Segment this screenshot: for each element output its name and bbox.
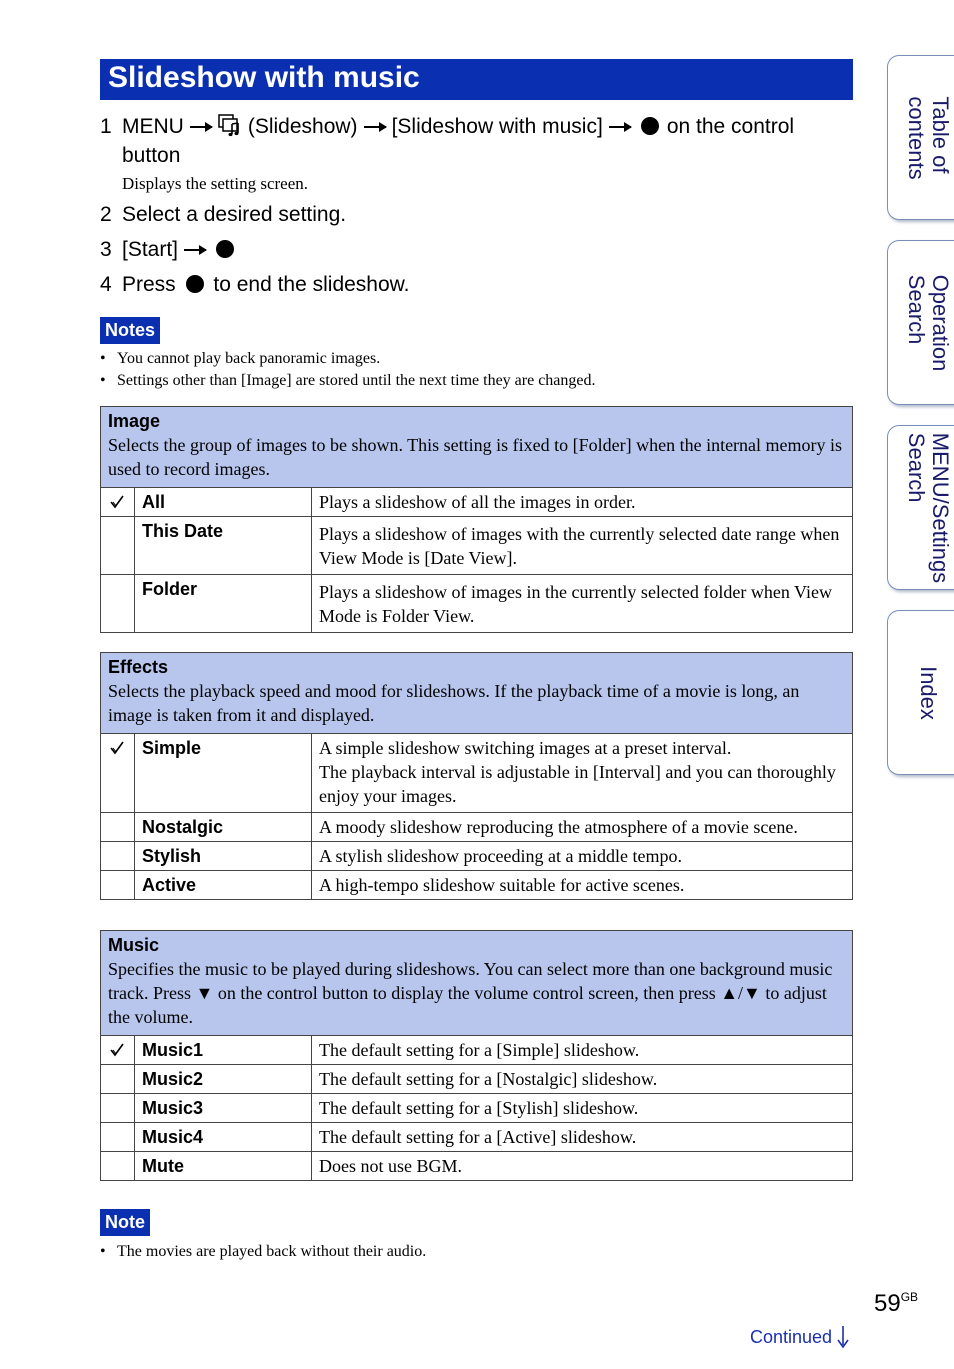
step-text: [Slideshow with music] <box>391 115 603 138</box>
table-row <box>101 575 852 632</box>
option-description: A moody slideshow reproducing the atmosphere of a movie scene. <box>319 817 798 837</box>
option-name: Active <box>135 871 312 899</box>
option-description: The default setting for a [Simple] slideshow. <box>319 1040 640 1060</box>
option-name: Music3 <box>135 1094 312 1122</box>
table-description: Selects the playback speed and mood for slideshows. If the playback time of a movie is long, an image is taken from it and displayed. <box>108 681 800 725</box>
table-header <box>101 407 852 488</box>
page-number: $59^{GB}$ <box>874 1290 919 1317</box>
center-button-icon <box>641 117 659 135</box>
option-description: A high-tempo slideshow suitable for active scenes. <box>319 875 685 895</box>
step-number: 4 <box>100 273 112 296</box>
table-row <box>101 842 852 871</box>
table-row <box>101 1094 852 1123</box>
option-description: The default setting for a [Nostalgic] slideshow. <box>319 1069 658 1089</box>
step-3 <box>100 235 238 264</box>
table-heading: Effects <box>108 657 169 677</box>
center-button-icon <box>216 240 234 258</box>
continued-link[interactable]: Continued <box>750 1325 849 1349</box>
option-description <box>312 734 852 812</box>
option-description: Plays a slideshow of all the images in order. <box>319 492 636 512</box>
center-button-icon <box>186 275 204 293</box>
step-text: (Slideshow) <box>247 115 358 138</box>
option-description: A stylish slideshow proceeding at a middle tempo. <box>319 846 682 866</box>
table-header <box>101 931 852 1036</box>
step-number: 3 <box>100 238 112 261</box>
table-description: Selects the group of images to be shown. This setting is fixed to [Folder] when the internal memory is used to record images. <box>108 435 843 479</box>
step-text: MENU <box>122 115 184 138</box>
note-label: Note <box>100 1209 150 1236</box>
step-text: to end the slideshow. <box>213 273 410 296</box>
tab-menu-settings-search[interactable] <box>887 425 954 590</box>
image-settings-table <box>100 406 853 633</box>
option-description-line: The playback interval is adjustable in [Interval] and you can thoroughly enjoy your images. <box>319 762 836 806</box>
option-name: This Date <box>135 517 312 574</box>
table-row <box>101 871 852 899</box>
note-item: • The movies are played back without their audio. <box>100 1243 427 1260</box>
step-text: [Start] <box>122 238 179 261</box>
tab-label: Operation Search <box>903 274 953 371</box>
slideshow-icon <box>218 114 242 138</box>
table-heading: Image <box>108 411 161 431</box>
step-4 <box>100 270 410 299</box>
step-text: Select a desired setting. <box>122 203 347 226</box>
table-heading: Music <box>108 935 160 955</box>
option-name: Music2 <box>135 1065 312 1093</box>
table-row <box>101 517 852 575</box>
table-row <box>101 488 852 517</box>
arrow-icon <box>364 126 386 128</box>
option-name: Stylish <box>135 842 312 870</box>
down-arrow-icon <box>837 1325 849 1349</box>
option-name: Mute <box>135 1152 312 1180</box>
page-title: Slideshow with music <box>108 61 420 94</box>
tab-table-of-contents[interactable] <box>887 55 954 220</box>
notes-label: Notes <box>100 317 160 344</box>
option-description: The default setting for a [Stylish] slideshow. <box>319 1098 639 1118</box>
option-name: Simple <box>135 734 312 812</box>
table-header <box>101 653 852 734</box>
arrow-icon <box>190 126 212 128</box>
table-row <box>101 1065 852 1094</box>
step-text: on the control <box>666 115 795 138</box>
table-row <box>101 1036 852 1065</box>
music-settings-table <box>100 930 853 1181</box>
note-item: • Settings other than [Image] are stored until the next time they are changed. <box>100 372 596 389</box>
option-name: Nostalgic <box>135 813 312 841</box>
option-description: The default setting for a [Active] slideshow. <box>319 1127 637 1147</box>
tab-label: Index <box>915 665 941 720</box>
step-text: Press <box>122 273 176 296</box>
step-1 <box>100 112 860 141</box>
tab-index[interactable] <box>887 610 954 775</box>
option-name: Music4 <box>135 1123 312 1151</box>
step-2 <box>100 200 346 229</box>
table-row <box>101 1123 852 1152</box>
arrow-icon <box>184 249 206 251</box>
table-row <box>101 734 852 813</box>
effects-settings-table <box>100 652 853 900</box>
tab-operation-search[interactable] <box>887 240 954 405</box>
step-1-continued: button <box>122 144 181 167</box>
default-check-icon <box>109 740 125 756</box>
table-description: Specifies the music to be played during slideshows. You can select more than one background music track. Press ▼ on the control button to display the volume control screen, then press ▲/▼ to adjust the volume. <box>108 959 833 1027</box>
step-number: 1 <box>100 115 112 138</box>
default-check-icon <box>109 1042 125 1058</box>
option-description: Plays a slideshow of images with the currently selected date range when View Mode is [Date View]. <box>319 524 840 568</box>
table-row <box>101 813 852 842</box>
tab-label: Table of contents <box>903 95 953 180</box>
option-description: Plays a slideshow of images in the currently selected folder when View Mode is Folder View. <box>319 582 832 626</box>
option-description-line: A simple slideshow switching images at a preset interval. <box>319 738 732 758</box>
note-item: • You cannot play back panoramic images. <box>100 350 381 367</box>
option-description: Does not use BGM. <box>319 1156 462 1176</box>
table-row <box>101 1152 852 1180</box>
step-number: 2 <box>100 203 112 226</box>
tab-label: MENU/Settings Search <box>903 432 953 583</box>
title-bar <box>100 59 853 100</box>
down-arrow-icon: ▼ <box>195 983 214 1003</box>
option-name: Folder <box>135 575 312 632</box>
step-1-sub: Displays the setting screen. <box>122 174 309 193</box>
up-down-arrow-icon: ▲/▼ <box>720 983 761 1003</box>
arrow-icon <box>609 126 631 128</box>
option-name: All <box>135 488 312 516</box>
default-check-icon <box>109 494 125 510</box>
option-name: Music1 <box>135 1036 312 1064</box>
